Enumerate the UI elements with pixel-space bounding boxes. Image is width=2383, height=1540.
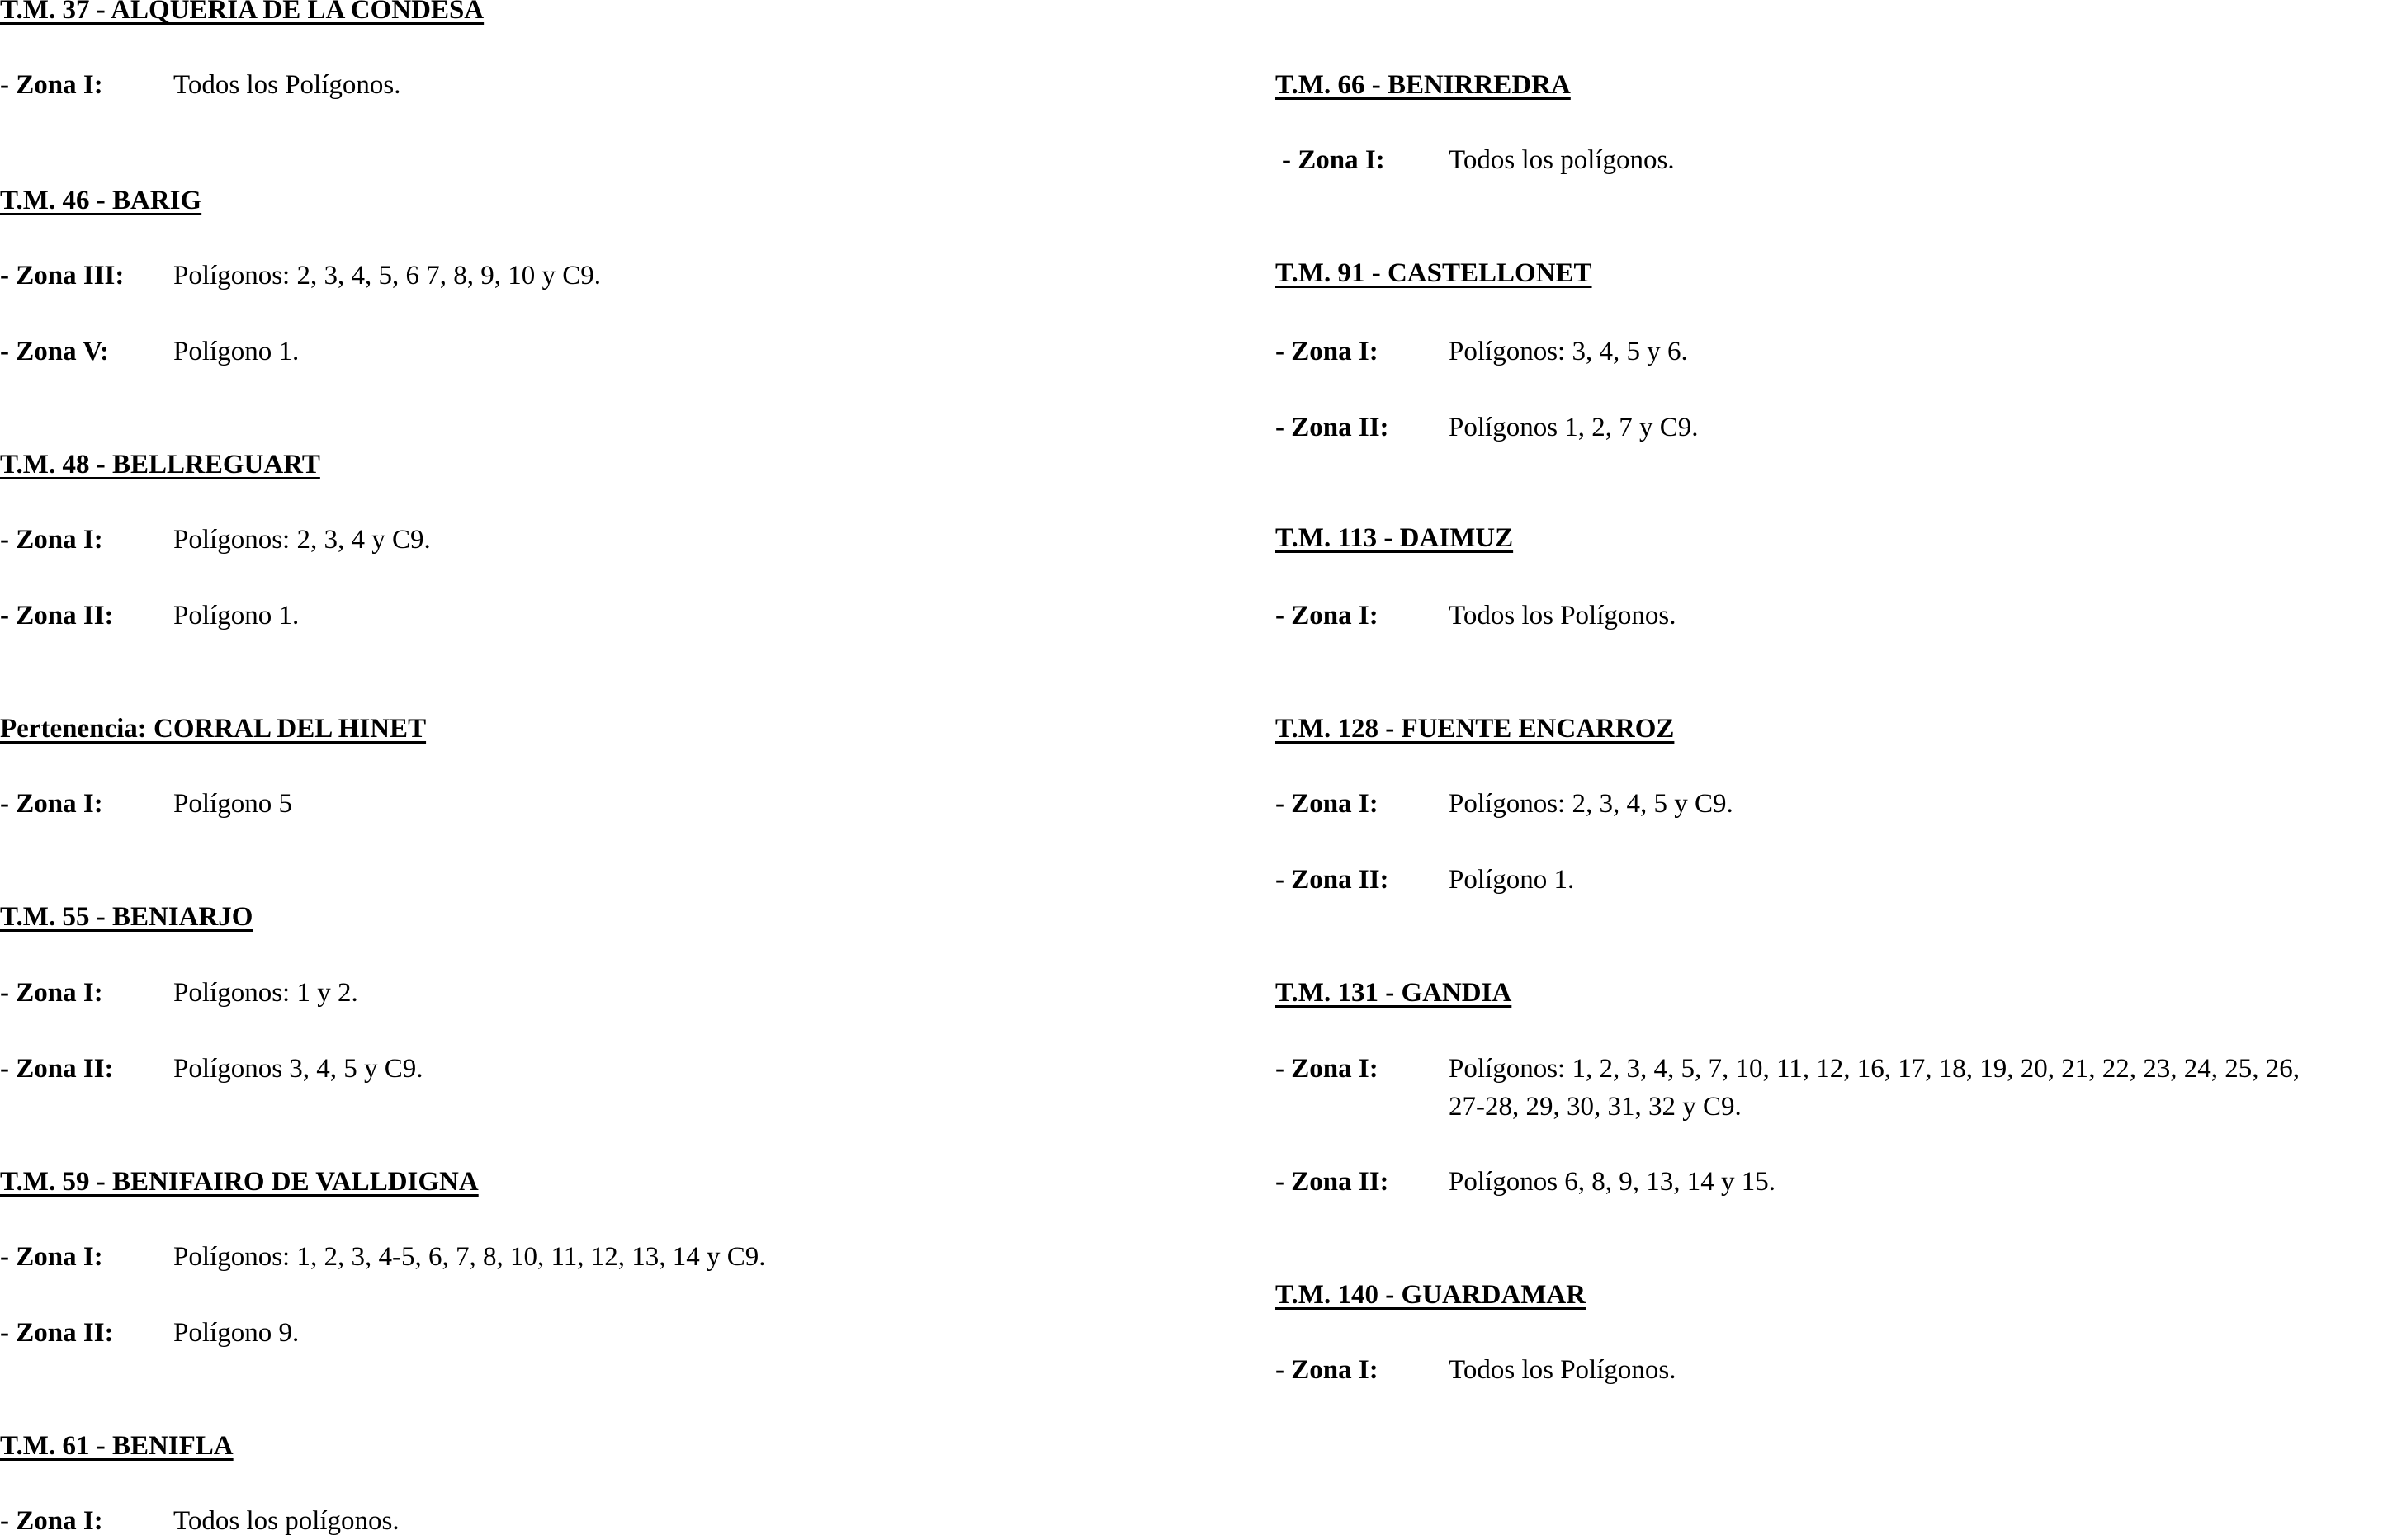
zone-polygons: Polígonos 3, 4, 5 y C9.: [173, 1054, 423, 1084]
zone-row: [0, 785, 292, 823]
zone-polygons: Polígonos: 1 y 2.: [173, 978, 358, 1008]
zone-label: - Zona I:: [0, 789, 103, 819]
pertenencia-heading: Pertenencia: CORRAL DEL HINET: [0, 714, 427, 744]
municipality-heading: T.M. 66 - BENIRREDRA: [1275, 70, 1571, 100]
zone-label: - Zona I:: [1282, 145, 1385, 175]
zone-row: [1275, 333, 1688, 371]
zone-row: [1275, 597, 1676, 635]
zone-row: [0, 521, 431, 559]
zone-label: - Zona II:: [0, 601, 114, 631]
zone-row: [0, 974, 358, 1012]
zone-polygons: Todos los Polígonos.: [1449, 601, 1676, 631]
zone-polygons: Polígono 1.: [1449, 865, 1575, 895]
zone-polygons: Todos los Polígonos.: [173, 70, 401, 100]
zone-row: [1275, 141, 1675, 179]
municipality-heading: T.M. 61 - BENIFLA: [0, 1431, 234, 1461]
zone-label: - Zona II:: [1275, 1167, 1389, 1197]
zone-row: [1275, 1050, 2300, 1126]
municipality-heading: T.M. 37 - ALQUERIA DE LA CONDESA: [0, 0, 485, 25]
zone-label: - Zona I:: [1275, 337, 1378, 366]
zone-row: [0, 597, 299, 635]
zone-polygons: Polígonos: 2, 3, 4, 5 y C9.: [1449, 789, 1733, 819]
municipality-heading: T.M. 59 - BENIFAIRO DE VALLDIGNA: [0, 1167, 479, 1197]
municipality-heading: T.M. 91 - CASTELLONET: [1275, 258, 1592, 288]
zone-polygons: Todos los Polígonos.: [1449, 1355, 1676, 1385]
zone-polygons: Polígonos: 2, 3, 4 y C9.: [173, 525, 431, 555]
municipality-heading: T.M. 48 - BELLREGUART: [0, 450, 320, 479]
zone-label: - Zona II:: [0, 1054, 114, 1084]
zone-row: [0, 1050, 423, 1088]
zone-polygons: Polígonos 6, 8, 9, 13, 14 y 15.: [1449, 1167, 1776, 1197]
zone-polygons: Todos los polígonos.: [1449, 145, 1675, 175]
zone-label: - Zona I:: [1275, 1054, 1378, 1084]
municipality-heading: T.M. 131 - GANDIA: [1275, 978, 1512, 1008]
zone-label: - Zona II:: [1275, 865, 1389, 895]
zone-label: - Zona II:: [1275, 413, 1389, 442]
zone-polygons: Polígonos: 3, 4, 5 y 6.: [1449, 337, 1688, 366]
zone-label: - Zona I:: [0, 70, 103, 100]
zone-polygons: Polígono 9.: [173, 1318, 300, 1348]
zone-polygons: Polígonos: 1, 2, 3, 4-5, 6, 7, 8, 10, 11, 12, 13, 14 y C9.: [173, 1242, 766, 1272]
municipality-heading: T.M. 46 - BARIG: [0, 186, 202, 215]
zone-row: [1275, 1163, 1775, 1201]
municipality-heading: T.M. 140 - GUARDAMAR: [1275, 1280, 1586, 1310]
zone-row: [0, 333, 299, 371]
zone-row: [0, 66, 401, 104]
zone-polygons: Polígono 1.: [173, 601, 300, 631]
zone-row: [1275, 861, 1574, 899]
zone-polygons: Polígonos 1, 2, 7 y C9.: [1449, 413, 1699, 442]
zone-label: - Zona III:: [0, 261, 125, 291]
municipality-heading: T.M. 55 - BENIARJO: [0, 902, 253, 932]
zone-label: - Zona I:: [0, 1506, 103, 1536]
zone-label: - Zona II:: [0, 1318, 114, 1348]
municipality-heading: T.M. 128 - FUENTE ENCARROZ: [1275, 714, 1675, 744]
zone-label: - Zona I:: [0, 525, 103, 555]
zone-label: - Zona V:: [0, 337, 110, 366]
zone-label: - Zona I:: [0, 1242, 103, 1272]
zone-polygons: Polígono 5: [173, 789, 292, 819]
zone-polygons: Polígonos: 2, 3, 4, 5, 6 7, 8, 9, 10 y C9.: [173, 261, 601, 291]
zone-label: - Zona I:: [1275, 789, 1378, 819]
zone-row: [1275, 785, 1733, 823]
zone-label: - Zona I:: [1275, 1355, 1378, 1385]
zone-row: [0, 257, 601, 295]
zone-row: [1275, 1351, 1676, 1389]
zone-polygons: Polígonos: 1, 2, 3, 4, 5, 7, 10, 11, 12, 16, 17, 18, 19, 20, 21, 22, 23, 24, 25, 26, 27-28, 29, 30, 31, 32 y C9.: [1449, 1054, 2300, 1122]
zone-row: [0, 1502, 400, 1540]
zone-row: [1275, 409, 1699, 446]
municipality-heading: T.M. 113 - DAIMUZ: [1275, 523, 1514, 553]
zone-polygons: Polígono 1.: [173, 337, 300, 366]
zone-row: [0, 1314, 299, 1352]
zone-polygons: Todos los polígonos.: [173, 1506, 400, 1536]
zone-label: - Zona I:: [1275, 601, 1378, 631]
zone-label: - Zona I:: [0, 978, 103, 1008]
zone-row: [0, 1238, 765, 1276]
